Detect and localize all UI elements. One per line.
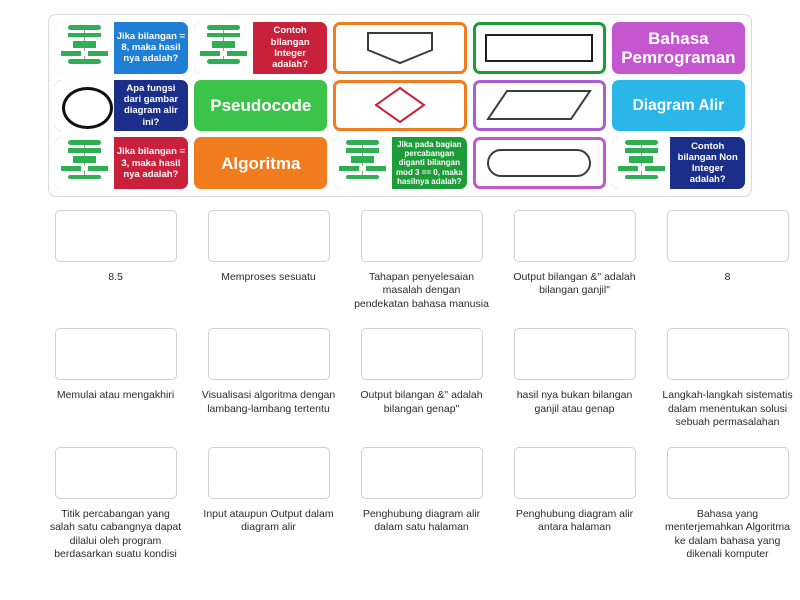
answer-label: Penghubung diagram alir antara halaman bbox=[515, 507, 634, 534]
tile-label: Pseudocode bbox=[210, 95, 312, 115]
answer-item bbox=[201, 210, 336, 311]
tile-label: Diagram Alir bbox=[632, 96, 725, 114]
answers-row bbox=[48, 447, 790, 562]
tile-shape-rectangle[interactable] bbox=[473, 22, 606, 74]
drop-zone[interactable] bbox=[514, 210, 636, 262]
circle-thumbnail-icon bbox=[55, 80, 114, 132]
answer-item bbox=[354, 447, 489, 562]
parallelogram-icon bbox=[485, 88, 593, 122]
answer-item bbox=[507, 447, 642, 562]
answer-label: 8 bbox=[724, 271, 731, 283]
drop-zone[interactable] bbox=[514, 447, 636, 499]
answer-item bbox=[48, 447, 183, 562]
drop-zone[interactable] bbox=[667, 328, 789, 380]
drop-zone[interactable] bbox=[361, 447, 483, 499]
answer-label: Output bilangan &" adalah bilangan genap" bbox=[360, 389, 483, 415]
answer-item bbox=[354, 328, 489, 429]
diamond-icon bbox=[373, 85, 427, 125]
flowchart-thumbnail-icon bbox=[55, 22, 114, 74]
answer-label: Memulai atau mengakhiri bbox=[56, 389, 175, 402]
answer-label: Output bilangan &" adalah bilangan ganjil" bbox=[513, 271, 636, 297]
drop-zone[interactable] bbox=[208, 447, 330, 499]
answer-label: Bahasa yang menterjemahkan Algoritma ke dalam bahasa yang dikenali komputer bbox=[665, 507, 790, 560]
tile-caption: Contoh bilangan Integer adalah? bbox=[270, 25, 310, 71]
stadium-icon bbox=[486, 148, 592, 178]
tile-question-3[interactable] bbox=[55, 80, 188, 132]
answer-label: Memproses sesuatu bbox=[221, 271, 316, 283]
answer-item bbox=[48, 328, 183, 429]
tile-caption: Jika pada bagian percabangan diganti bilangan mod 3 == 0, maka hasilnya adalah? bbox=[395, 139, 463, 187]
answer-label: Titik percabangan yang salah satu cabangnya dapat dilalui oleh program berdasarkan suatu kondisi bbox=[49, 507, 182, 560]
answer-item bbox=[660, 210, 795, 311]
answers-area bbox=[48, 210, 793, 578]
answer-item bbox=[507, 328, 642, 429]
tiles-grid bbox=[55, 22, 745, 189]
drop-zone[interactable] bbox=[667, 210, 789, 262]
tiles-panel bbox=[48, 14, 752, 197]
tile-shape-pentagon[interactable] bbox=[333, 22, 466, 74]
tile-question-2[interactable] bbox=[194, 22, 327, 74]
tile-text-diagram-alir[interactable] bbox=[612, 80, 745, 132]
answer-label: Visualisasi algoritma dengan lambang-lambang tertentu bbox=[201, 389, 336, 415]
tile-caption: Jika bilangan = 8, maka hasil nya adalah? bbox=[116, 31, 186, 65]
drop-zone[interactable] bbox=[208, 328, 330, 380]
flowchart-thumbnail-icon bbox=[194, 22, 253, 74]
drop-zone[interactable] bbox=[55, 447, 177, 499]
drop-zone[interactable] bbox=[55, 328, 177, 380]
tile-label: Algoritma bbox=[221, 153, 301, 173]
answer-label: Penghubung diagram alir dalam satu halaman bbox=[362, 507, 481, 534]
tile-shape-stadium[interactable] bbox=[473, 137, 606, 189]
drop-zone[interactable] bbox=[361, 328, 483, 380]
answers-row bbox=[48, 328, 793, 429]
tile-label: Bahasa Pemrograman bbox=[621, 28, 736, 67]
tile-question-5[interactable] bbox=[333, 137, 466, 189]
drop-zone[interactable] bbox=[55, 210, 177, 262]
tile-text-pseudocode[interactable] bbox=[194, 80, 327, 132]
drop-zone[interactable] bbox=[667, 447, 789, 499]
flowchart-thumbnail-icon bbox=[333, 137, 392, 189]
answer-label: Langkah-langkah sistematis dalam menentukan solusi sebuah permasalahan bbox=[662, 389, 793, 429]
answer-item bbox=[660, 447, 795, 562]
tile-caption: Jika bilangan = 3, maka hasil nya adalah? bbox=[116, 146, 186, 180]
flowchart-thumbnail-icon bbox=[55, 137, 114, 189]
answers-row bbox=[48, 210, 752, 311]
answer-item bbox=[201, 447, 336, 562]
answer-label: 8.5 bbox=[108, 271, 123, 283]
tile-shape-parallelogram[interactable] bbox=[473, 80, 606, 132]
answer-item bbox=[201, 328, 336, 429]
tile-question-4[interactable] bbox=[55, 137, 188, 189]
flowchart-thumbnail-icon bbox=[612, 137, 671, 189]
drop-zone[interactable] bbox=[361, 210, 483, 262]
tile-text-algoritma[interactable] bbox=[194, 137, 327, 189]
drop-zone[interactable] bbox=[514, 328, 636, 380]
answer-label: hasil nya bukan bilangan ganjil atau genap bbox=[516, 389, 633, 415]
tile-question-6[interactable] bbox=[612, 137, 745, 189]
drop-zone[interactable] bbox=[208, 210, 330, 262]
answer-item bbox=[48, 210, 183, 311]
answer-item bbox=[354, 210, 489, 311]
pentagon-down-icon bbox=[364, 30, 436, 66]
tile-caption: Apa fungsi dari gambar diagram alir ini? bbox=[123, 83, 179, 128]
tile-question-1[interactable] bbox=[55, 22, 188, 74]
rectangle-icon bbox=[484, 33, 594, 63]
tile-shape-diamond[interactable] bbox=[333, 80, 466, 132]
answer-label: Input ataupun Output dalam diagram alir bbox=[203, 507, 334, 534]
answer-item bbox=[507, 210, 642, 311]
tile-caption: Contoh bilangan Non Integer adalah? bbox=[677, 140, 738, 186]
answer-item bbox=[660, 328, 795, 429]
answer-label: Tahapan penyelesaian masalah dengan pendekatan bahasa manusia bbox=[354, 271, 489, 310]
tile-text-bahasa-pemrograman[interactable] bbox=[612, 22, 745, 74]
